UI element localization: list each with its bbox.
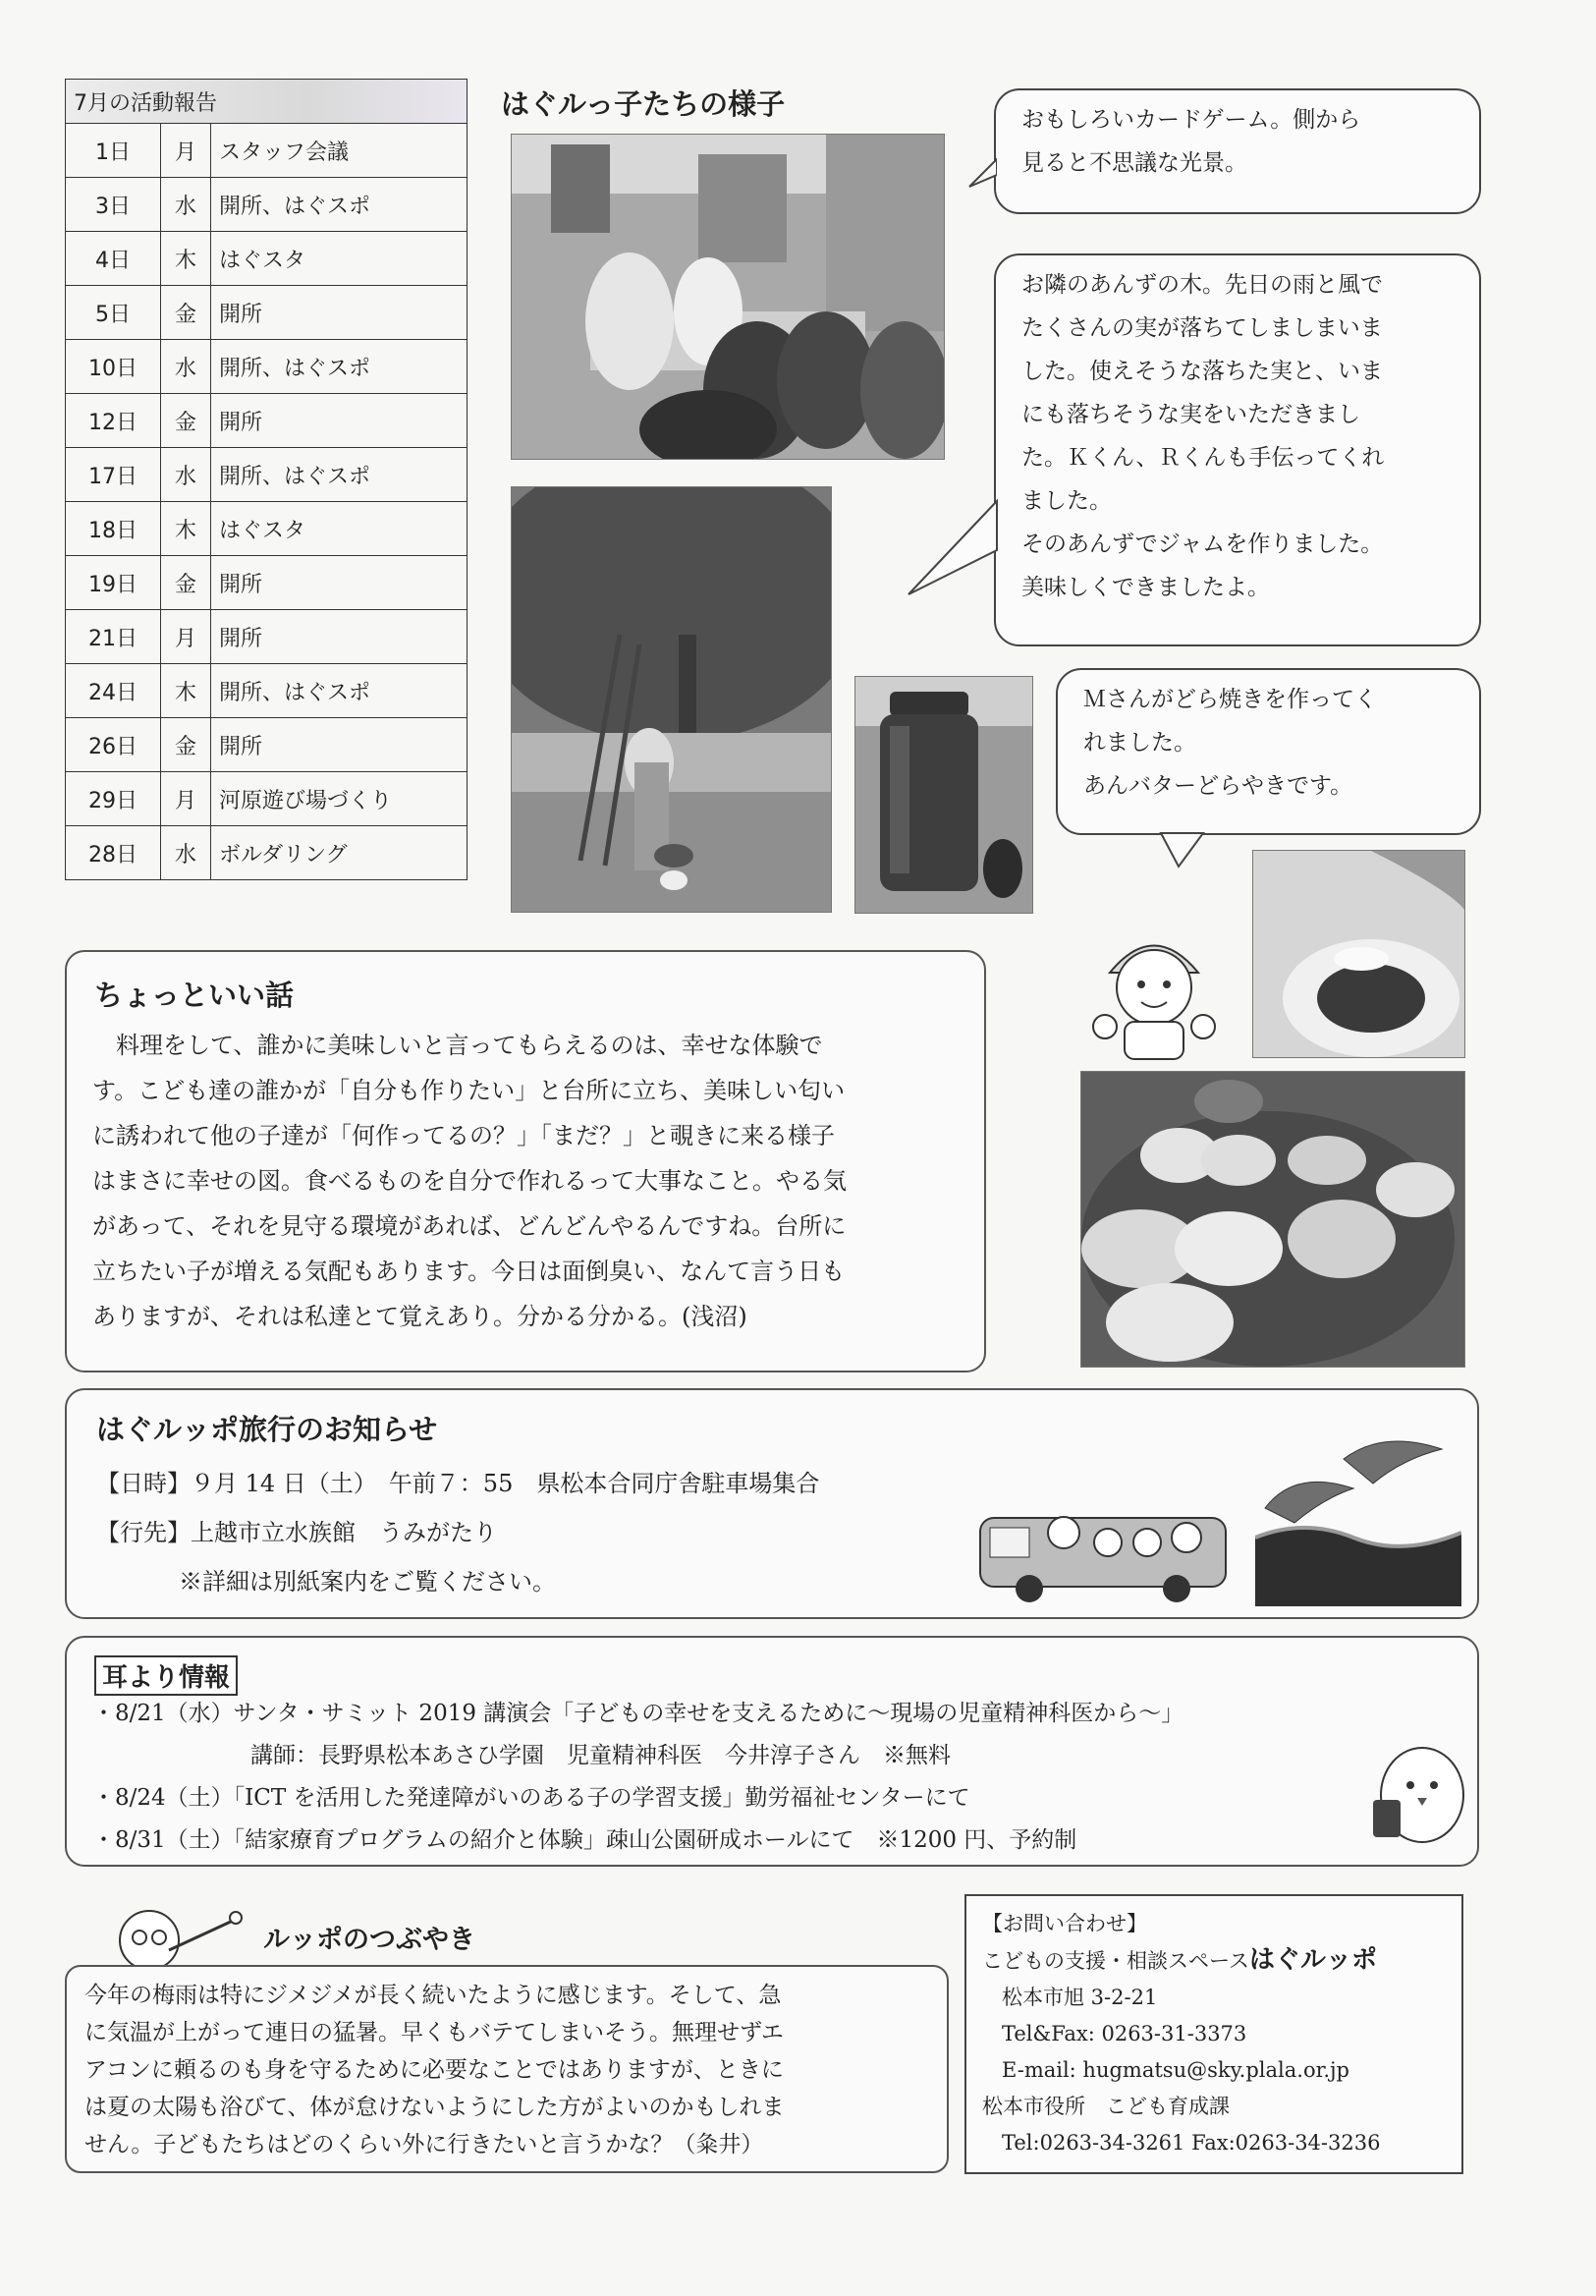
- bubble-line: おもしろいカードゲーム。側から: [1021, 107, 1361, 133]
- activity-day: 28日: [66, 826, 161, 880]
- activity-row: [66, 394, 468, 448]
- activity-row: [66, 556, 468, 610]
- bus-illustration: [970, 1498, 1236, 1606]
- bubble-line: あんバターどらやきです。: [1083, 773, 1353, 799]
- activity-event: スタッフ会議: [211, 124, 468, 178]
- activity-weekday: 月: [161, 610, 211, 664]
- activity-weekday: 木: [161, 664, 211, 718]
- activity-day: 17日: [66, 448, 161, 502]
- activity-day: 1日: [66, 124, 161, 178]
- bubble-line: にも落ちそうな実をいただきまし: [1021, 402, 1360, 427]
- good-story-title: ちょっといい話: [94, 979, 295, 1012]
- tweet-line: せん。子どもたちはどのくらい外に行きたいと言うかな？（粂井）: [84, 2132, 764, 2157]
- bubble-tail: [967, 157, 997, 196]
- bubble-line: たくさんの実が落ちてしましまいま: [1021, 315, 1383, 341]
- tweet-line: に気温が上がって連日の猛暑。早くもバテてしまいそう。無理せずエ: [84, 2020, 784, 2045]
- activity-day: 5日: [66, 286, 161, 340]
- activity-row: [66, 664, 468, 718]
- dorayaki-plate-photo: [1080, 1071, 1465, 1368]
- activity-weekday: 水: [161, 340, 211, 394]
- activity-event: 開所、はぐスポ: [211, 178, 468, 232]
- activity-day: 29日: [66, 772, 161, 826]
- apricot-tree-photo: [511, 486, 832, 913]
- activity-day: 19日: [66, 556, 161, 610]
- trip-destination-line: 【行先】上越市立水族館 うみがたり: [96, 1519, 497, 1546]
- bubble-tail: [1159, 831, 1208, 870]
- contact-org-prefix: こどもの支援・相談スペース: [982, 1949, 1249, 1973]
- contact-tel: Tel&Fax: 0263-31-3373: [1002, 2022, 1247, 2045]
- story-line: す。こども達の誰かが「自分も作りたい」と台所に立ち、美味しい匂い: [92, 1077, 846, 1104]
- kids-section-title: はぐルっ子たちの様子: [501, 87, 786, 121]
- activity-row: [66, 610, 468, 664]
- activity-row: [66, 340, 468, 394]
- bubble-line: た。Ｋくん、Ｒくんも手伝ってくれ: [1021, 445, 1385, 471]
- good-story-text: [92, 1023, 847, 1339]
- apricot-tree-photo-image: [512, 487, 831, 912]
- activity-event: はぐスタ: [211, 232, 468, 286]
- activity-weekday: 水: [161, 826, 211, 880]
- activity-day: 10日: [66, 340, 161, 394]
- contact-city-office: 松本市役所 こども育成課: [982, 2095, 1230, 2118]
- activity-weekday: 水: [161, 178, 211, 232]
- activity-table: [65, 79, 468, 880]
- activity-day: 26日: [66, 718, 161, 772]
- tweet-title: ルッポのつぶやき: [263, 1925, 475, 1955]
- bubble-line: れました。: [1083, 730, 1196, 756]
- activity-weekday: 金: [161, 718, 211, 772]
- apricot-bubble: [994, 253, 1481, 646]
- activity-event: 河原遊び場づくり: [211, 772, 468, 826]
- activity-event: 開所: [211, 556, 468, 610]
- activity-weekday: 木: [161, 232, 211, 286]
- activity-weekday: 月: [161, 124, 211, 178]
- activity-row: [66, 718, 468, 772]
- contact-org-name: はぐルッポ: [1248, 1945, 1377, 1975]
- activity-row: [66, 826, 468, 880]
- trip-date-line: 【日時】９月 14 日（土） 午前７：55 県松本合同庁舎駐車場集合: [96, 1470, 820, 1497]
- activity-row: [66, 124, 468, 178]
- activity-weekday: 金: [161, 394, 211, 448]
- tweet-line: 今年の梅雨は特にジメジメが長く続いたように感じます。そして、急: [84, 1983, 782, 2008]
- story-line: があって、それを見守る環境があれば、どんどんやるんですね。台所に: [92, 1212, 847, 1240]
- tweet-box: [65, 1965, 949, 2173]
- activity-day: 3日: [66, 178, 161, 232]
- bubble-tail: [904, 491, 1002, 599]
- dorayaki-bubble: [1056, 668, 1481, 835]
- jam-jar-photo: [854, 676, 1033, 914]
- activity-event: 開所: [211, 610, 468, 664]
- activity-event: 開所、はぐスポ: [211, 664, 468, 718]
- activity-row: [66, 448, 468, 502]
- tweet-line: アコンに頼るのも身を守るために必要なことではありますが、ときに: [84, 2057, 784, 2083]
- story-line: はまさに幸せの図。食べるものを自分で作れるって大事なこと。やる気: [92, 1167, 847, 1195]
- bubble-line: Ｍさんがどら焼きを作ってく: [1083, 687, 1377, 712]
- bubble-line: お隣のあんずの木。先日の雨と風で: [1021, 272, 1383, 298]
- activity-row: [66, 502, 468, 556]
- card-game-photo: [511, 134, 945, 460]
- info-line: ・8/31（土）「結家療育プログラムの紹介と体験」疎山公園研成ホールにて ※1200 円、予約制: [92, 1827, 1077, 1853]
- activity-weekday: 金: [161, 286, 211, 340]
- activity-row: [66, 232, 468, 286]
- info-line: ・8/21（水）サンタ・サミット 2019 講演会「子どもの幸せを支えるために～現場の児童精神科医から～」: [92, 1701, 1184, 1726]
- bubble-line: 見ると不思議な光景。: [1021, 150, 1247, 176]
- cook-girl-illustration: [1080, 914, 1228, 1061]
- activity-event: ボルダリング: [211, 826, 468, 880]
- bubble-line: ました。: [1021, 488, 1112, 514]
- activity-day: 24日: [66, 664, 161, 718]
- activity-day: 18日: [66, 502, 161, 556]
- card-game-photo-image: [512, 135, 944, 459]
- activity-weekday: 水: [161, 448, 211, 502]
- jam-jar-photo-image: [855, 677, 1032, 913]
- bubble-line: した。使えそうな落ちた実と、いま: [1021, 359, 1383, 384]
- dorayaki-plate-photo-image: [1081, 1072, 1464, 1367]
- trip-note-line: ※詳細は別紙案内をご覧ください。: [179, 1568, 556, 1596]
- activity-day: 21日: [66, 610, 161, 664]
- activity-row: [66, 178, 468, 232]
- trip-notice-box: [65, 1388, 1479, 1619]
- story-line: 料理をして、誰かに美味しいと言ってもらえるのは、幸せな体験で: [92, 1032, 823, 1059]
- contact-city-tel: Tel:0263-34-3261 Fax:0263-34-3236: [1002, 2131, 1381, 2155]
- activity-weekday: 月: [161, 772, 211, 826]
- info-line: ・8/24（土）「ICT を活用した発達障がいのある子の学習支援」勤労福祉センターにて: [92, 1785, 970, 1811]
- bubble-line: そのあんずでジャムを作りました。: [1021, 532, 1384, 557]
- bubble-line: 美味しくできましたよ。: [1021, 575, 1270, 600]
- activity-row: [66, 286, 468, 340]
- activity-event: 開所、はぐスポ: [211, 448, 468, 502]
- activity-event: 開所、はぐスポ: [211, 340, 468, 394]
- activity-day: 12日: [66, 394, 161, 448]
- activity-row: [66, 772, 468, 826]
- contact-org: [982, 1942, 1446, 1980]
- dorayaki-making-photo-image: [1253, 851, 1464, 1057]
- activity-event: 開所: [211, 394, 468, 448]
- good-story-box: [65, 950, 986, 1372]
- story-line: に誘われて他の子達が「何作ってるの？」「まだ？」と覗きに来る様子: [92, 1122, 835, 1149]
- card-game-bubble: [994, 88, 1481, 214]
- story-line: ありますが、それは私達とて覚えあり。分かる分かる。(浅沼): [92, 1303, 747, 1330]
- activity-event: 開所: [211, 286, 468, 340]
- trip-title: はぐルッポ旅行のお知らせ: [96, 1413, 438, 1446]
- contact-heading: 【お問い合わせ】: [982, 1912, 1147, 1935]
- activity-day: 4日: [66, 232, 161, 286]
- dolphin-illustration: [1255, 1429, 1461, 1606]
- contact-box: [964, 1894, 1463, 2174]
- activity-weekday: 木: [161, 502, 211, 556]
- info-title: 耳より情報: [94, 1655, 238, 1696]
- activity-table-header: 7月の活動報告: [66, 80, 468, 124]
- info-line: 講師：長野県松本あさひ学園 児童精神科医 今井淳子さん ※無料: [92, 1743, 951, 1768]
- info-list: [92, 1693, 1183, 1862]
- contact-email[interactable]: E-mail: hugmatsu@sky.plala.or.jp: [1002, 2058, 1349, 2082]
- chick-illustration: [1363, 1731, 1471, 1849]
- trip-details: [96, 1459, 819, 1606]
- dorayaki-making-photo: [1252, 850, 1465, 1058]
- activity-weekday: 金: [161, 556, 211, 610]
- tweet-text: [84, 1977, 785, 2163]
- contact-address: 松本市旭 3-2-21: [1002, 1986, 1158, 2009]
- tweet-line: は夏の太陽も浴びて、体が怠けないようにした方がよいのかもしれま: [84, 2095, 785, 2120]
- info-box: [65, 1636, 1479, 1867]
- activity-event: 開所: [211, 718, 468, 772]
- activity-event: はぐスタ: [211, 502, 468, 556]
- story-line: 立ちたい子が増える気配もあります。今日は面倒臭い、なんて言う日も: [92, 1258, 846, 1285]
